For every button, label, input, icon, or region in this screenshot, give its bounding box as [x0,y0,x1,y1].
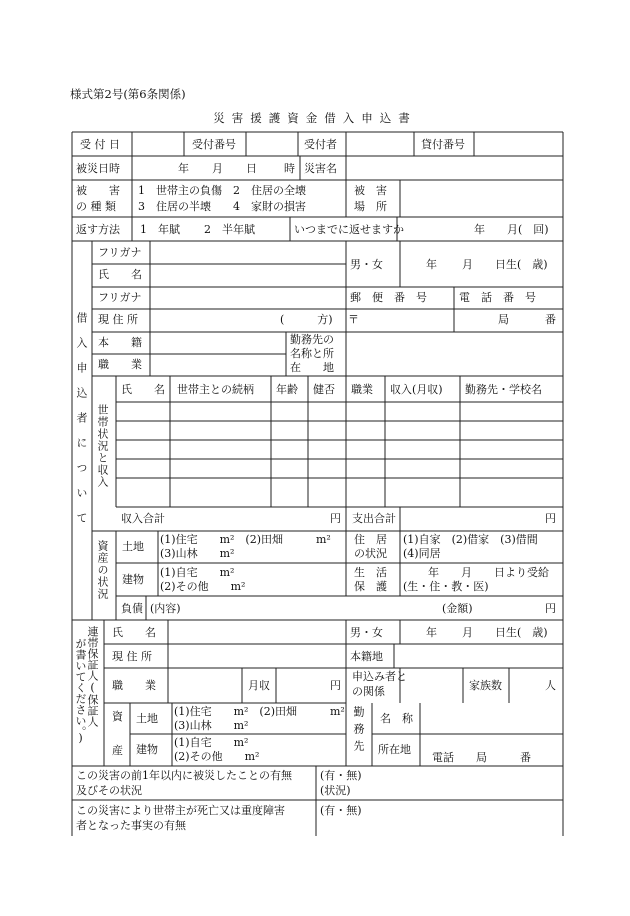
guarantor-land-label: 土地 [136,712,158,725]
guarantor-family-label: 家族数 [469,679,502,692]
damage-options-2: 3 住居の半壊 4 家財の損害 [138,200,306,213]
guarantor-relation-1: 申込み者と [352,670,407,683]
household-col-workplace: 勤務先・学校名 [465,383,542,396]
guarantor-side-label-2: が書いてください。) [74,638,87,745]
guarantor-honseki-label: 本籍地 [350,650,383,663]
q1-status: (状況) [320,784,351,797]
disaster-name-label: 災害名 [304,162,337,175]
guarantor-side-label-1: 連帯保証人(保証人 [86,626,99,727]
form-number: 様式第2号(第6条関係) [70,87,186,101]
guarantor-name-label: 氏 名 [112,626,156,639]
household-col-relation: 世帯主との続柄 [177,383,254,396]
form-title: 災害援護資金借入申込書 [213,111,417,125]
q1-line2: 及びその状況 [76,784,142,797]
damage-place-label-2: 場 所 [354,200,387,213]
repay-month-times: 月( 回) [507,223,549,236]
q1-line1: この災害の前1年以内に被災したことの有無 [76,769,292,782]
guarantor-persons: 人 [545,679,556,692]
housing-options-1: (1)自家 (2)借家 (3)借間 [403,533,538,546]
phone-number-label: 電 話 番 号 [459,291,536,304]
repay-option-semiannual: 2 半年賦 [204,223,255,236]
guarantor-address-label: 現 住 所 [112,650,152,663]
assets-building-1: (1)自宅 m² [160,566,235,579]
guarantor-income-yen: 円 [330,679,341,692]
guarantor-occupation-label: 職 業 [112,679,156,692]
debt-content: (内容) [150,602,181,615]
household-col-name: 氏 名 [121,383,165,396]
assets-land-label: 土地 [122,540,144,553]
phone-ban: 番 [545,313,556,326]
expense-total-label: 支出合計 [352,512,396,525]
occupation-label: 職 業 [98,358,142,371]
guarantor-assets-label-1: 資 [112,710,123,723]
household-col-income: 収入(月収) [390,383,443,396]
guarantor-land-1: (1)住宅 m² (2)田畑 m² [174,705,345,718]
applicant-address-label: 現 住 所 [98,313,138,326]
damage-place-label-1: 被 害 [354,184,387,197]
applicant-side-label: 借入申込者について [75,312,88,537]
disaster-hour: 時 [284,162,295,175]
address-kata: ( 方) [280,313,333,326]
guarantor-birth-year: 年 [426,626,437,639]
household-col-health: 健否 [313,383,335,396]
guarantor-birth-md: 月 日生( 歳) [462,626,548,639]
applicant-name-label: 氏 名 [98,268,142,281]
welfare-label-2: 保 護 [354,580,387,593]
damage-type-label-2: の 種 類 [76,200,116,213]
guarantor-sex: 男・女 [350,626,383,639]
applicant-furigana2-label: フリガナ [98,291,142,304]
guarantor-land-2: (3)山林 m² [174,719,249,732]
housing-options-2: (4)同居 [403,547,441,560]
disaster-year: 年 [178,162,189,175]
workplace-label-3: 在 地 [290,361,334,374]
guarantor-assets-label-2: 産 [112,744,123,757]
debt-label: 負債 [121,602,143,615]
q2-answer: (有・無) [320,804,362,817]
housing-label-1: 住 居 [354,533,387,546]
workplace-label-1: 勤務先の [290,333,334,346]
debt-amount: (金額) [442,602,473,615]
disaster-day: 日 [246,162,257,175]
applicant-birth-year: 年 [426,258,437,271]
guarantor-wp-location-label: 所在地 [378,743,411,756]
expense-yen: 円 [545,512,556,525]
damage-type-label-1: 被 害 [76,184,120,197]
repay-method-label: 返す方法 [76,223,120,236]
assets-land-2: (3)山林 m² [160,547,235,560]
received-date-label: 受 付 日 [80,138,120,151]
repay-until-label: いつまでに返せますか [294,223,404,236]
receiver-label: 受付者 [304,138,337,151]
repay-year: 年 [474,223,485,236]
welfare-kinds: (生・住・教・医) [403,580,489,593]
disaster-month: 月 [212,162,223,175]
workplace-label-2: 名称と所 [290,347,334,360]
housing-label-2: の状況 [354,547,387,560]
postal-code-label: 郵 便 番 号 [350,291,427,304]
guarantor-wp-name-label: 名 称 [380,712,413,725]
disaster-date-label: 被災日時 [76,162,120,175]
damage-options-1: 1 世帯主の負傷 2 住居の全壊 [138,184,306,197]
guarantor-building-1: (1)自宅 m² [174,736,249,749]
income-total-label: 収入合計 [121,512,165,525]
reception-number-label: 受付番号 [192,138,236,151]
honseki-label: 本 籍 [98,336,142,349]
income-yen: 円 [330,512,341,525]
repay-option-annual: 1 年賦 [140,223,180,236]
assets-building-label: 建物 [122,573,144,586]
guarantor-phone: 電話 局 番 [432,751,531,764]
q2-line2: 者となった事実の有無 [76,819,186,832]
guarantor-building-2: (2)その他 m² [174,750,260,763]
welfare-date: 年 月 日より受給 [428,566,549,579]
guarantor-relation-2: の関係 [352,685,385,698]
q2-line1: この災害により世帯主が死亡又は重度障害 [76,804,285,817]
household-col-occupation: 職業 [351,383,373,396]
applicant-furigana-label: フリガナ [98,246,142,259]
household-col-age: 年齢 [276,383,298,396]
guarantor-income-label: 月収 [248,679,270,692]
household-side-label: 世帯状況と収入 [96,404,109,488]
assets-land-1: (1)住宅 m² (2)田畑 m² [160,533,331,546]
applicant-sex: 男・女 [350,258,383,271]
q1-answer: (有・無) [320,769,362,782]
assets-building-2: (2)その他 m² [160,580,246,593]
guarantor-building-label: 建物 [136,743,158,756]
debt-yen: 円 [545,602,556,615]
guarantor-workplace-label: 勤務先 [352,706,365,757]
assets-side-label: 資産の状況 [96,540,109,600]
applicant-birth-md: 月 日生( 歳) [462,258,548,271]
phone-kyoku: 局 [498,313,509,326]
loan-number-label: 貸付番号 [421,138,465,151]
postal-mark-icon: 〒 [348,313,359,326]
welfare-label-1: 生 活 [354,566,387,579]
